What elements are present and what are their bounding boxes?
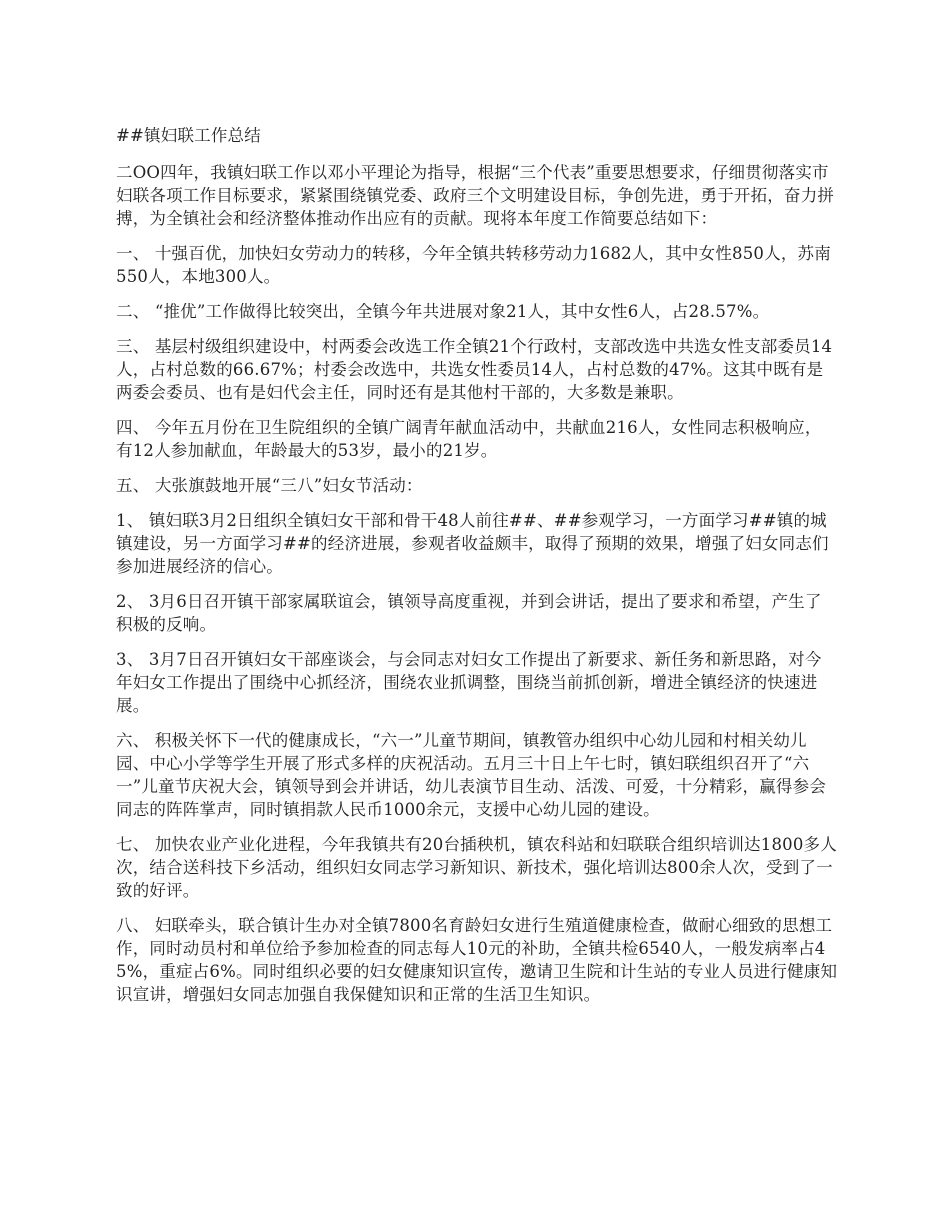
section-2-paragraph: 二、 “推优”工作做得比较突出，全镇今年共进展对象21人，其中女性6人，占28.57%。 (116, 302, 770, 321)
section-6-paragraph: 六、 积极关怀下一代的健康成长，“六一”儿童节期间，镇教管办组织中心幼儿园和村相关幼儿园、中心小学等学生开展了形式多样的庆祝活动。五月三十日上午七时，镇妇联组织召开了“六一”儿童节庆祝大会，镇领导到会并讲话，幼儿表演节目生动、活泼、可爱，十分精彩，赢得参会同志的阵阵掌声，同时镇捐款人民币1000余元，支援中心幼儿园的建设。 (116, 731, 827, 819)
section-5-item-1: 1、 镇妇联3月2日组织全镇妇女干部和骨干48人前往##、##参观学习，一方面学习##镇的城镇建设，另一方面学习##的经济进展，参观者收益颇丰，取得了预期的效果，增强了妇女同志们参加进展经济的信心。 (116, 511, 829, 576)
section-1-paragraph: 一、 十强百优，加快妇女劳动力的转移，今年全镇共转移劳动力1682人，其中女性850人，苏南550人，本地300人。 (116, 244, 831, 286)
section-5-heading: 五、 大张旗鼓地开展“三八”妇女节活动： (116, 476, 423, 495)
intro-paragraph: 二OO四年，我镇妇联工作以邓小平理论为指导，根据“三个代表”重要思想要求，仔细贯彻落实市妇联各项工作目标要求，紧紧围绕镇党委、政府三个文明建设目标，争创先进，勇于开拓，奋力拼搏，为全镇社会和经济整体推动作出应有的贡献。现将本年度工作简要总结如下： (116, 163, 835, 228)
section-7-paragraph: 七、 加快农业产业化进程，今年我镇共有20台插秧机，镇农科站和妇联联合组织培训达1800多人次，结合送科技下乡活动，组织妇女同志学习新知识、新技术，强化培训达800余人次，受到了一致的好评。 (116, 835, 837, 900)
section-4-paragraph: 四、 今年五月份在卫生院组织的全镇广阔青年献血活动中，共献血216人，女性同志积极响应，有12人参加献血，年龄最大的53岁，最小的21岁。 (116, 418, 822, 460)
document-title: ##镇妇联工作总结 (116, 126, 261, 145)
section-5-item-2: 2、 3月6日召开镇干部家属联谊会，镇领导高度重视，并到会讲话，提出了要求和希望，产生了积极的反响。 (116, 592, 822, 634)
section-3-paragraph: 三、 基层村级组织建设中，村两委会改选工作全镇21个行政村，支部改选中共选女性支部委员14人，占村总数的66.67%；村委会改选中，共选女性委员14人，占村总数的47%。这其中既有是两委会委员、也有是妇代会主任，同时还有是其他村干部的，大多数是兼职。 (116, 337, 833, 402)
section-5-item-3: 3、 3月7日召开镇妇女干部座谈会，与会同志对妇女工作提出了新要求、新任务和新思路，对今年妇女工作提出了围绕中心抓经济，围绕农业抓调整，围绕当前抓创新，增进全镇经济的快速进展。 (116, 650, 822, 715)
section-8-paragraph: 八、 妇联牵头，联合镇计生办对全镇7800名育龄妇女进行生殖道健康检查，做耐心细致的思想工作，同时动员村和单位给予参加检查的同志每人10元的补助，全镇共检6540人，一般发病率占45%，重症占6%。同时组织必要的妇女健康知识宣传，邀请卫生院和计生站的专业人员进行健康知识宣讲，增强妇女同志加强自我保健知识和正常的生活卫生知识。 (116, 916, 838, 1004)
document-body (116, 124, 838, 1018)
